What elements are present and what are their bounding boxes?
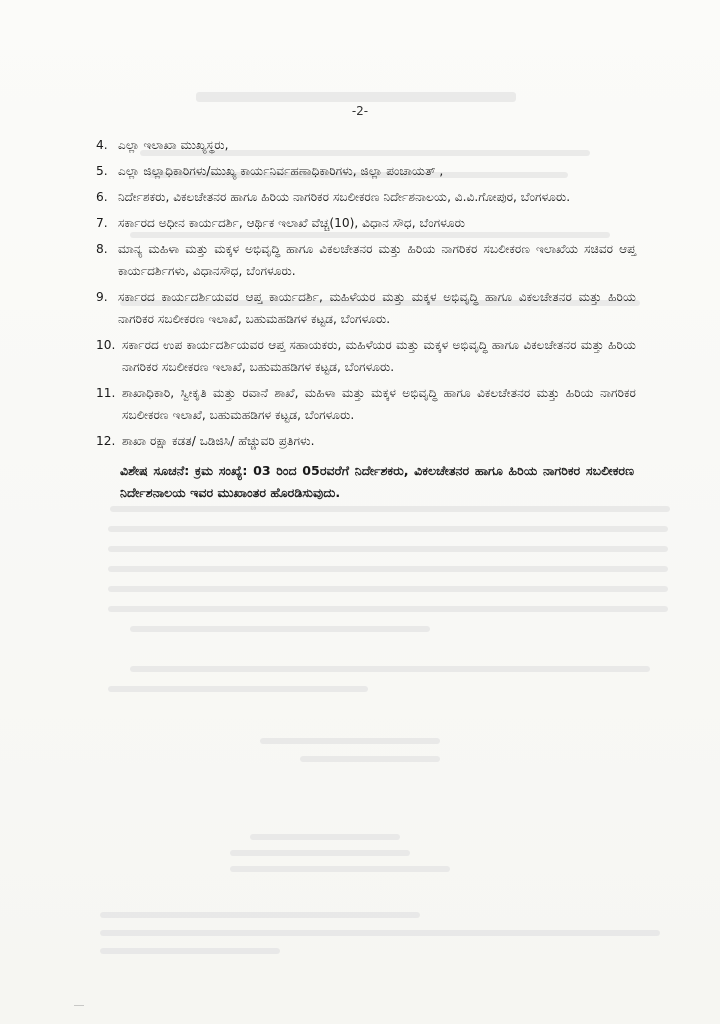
item-text: ಸರ್ಕಾರದ ಉಪ ಕಾರ್ಯದರ್ಶಿಯವರ ಆಪ್ತ ಸಹಾಯಕರು, ಮಹಿಳೆಯರ ಮತ್ತು ಮಕ್ಕಳ ಅಭಿವೃದ್ಧಿ ಹಾಗೂ ವಿಕಲಚೇತನರ ಮತ್ತು ಹಿರಿಯ ನಾಗರಿಕರ ಸಬಲೀಕರಣ ಇಲಾಖೆ, ಬಹುಮಹಡಿಗಳ ಕಟ್ಟಡ, ಬೆಂಗಳೂರು. xyxy=(122,338,636,374)
list-item xyxy=(96,134,636,156)
bleed-through-mark xyxy=(108,526,668,532)
bleed-through-mark xyxy=(108,586,668,592)
bleed-through-mark xyxy=(108,566,668,572)
item-text: ಶಾಖಾ ರಕ್ಷಾ ಕಡತ/ ಒಡಿಜಿಸಿ/ ಹೆಚ್ಚುವರಿ ಪ್ರತಿಗಳು. xyxy=(122,434,315,448)
bleed-through-mark xyxy=(260,738,440,744)
bleed-through-mark xyxy=(100,912,420,918)
bleed-through-mark xyxy=(108,546,668,552)
list-item xyxy=(96,160,636,182)
bleed-through-mark xyxy=(250,834,400,840)
item-number: 11. xyxy=(96,386,116,400)
list-item xyxy=(96,286,636,330)
item-text: ಎಲ್ಲಾ ಇಲಾಖಾ ಮುಖ್ಯಸ್ಥರು, xyxy=(118,138,229,152)
list-item xyxy=(96,430,636,452)
bleed-through-mark xyxy=(100,948,280,954)
item-number: 7. xyxy=(96,216,108,230)
bleed-through-mark xyxy=(110,506,670,512)
item-number: 5. xyxy=(96,164,108,178)
bleed-through-mark xyxy=(300,756,440,762)
list-item xyxy=(96,334,636,378)
copy-to-list xyxy=(96,134,636,456)
item-number: 8. xyxy=(96,242,108,256)
list-item xyxy=(96,186,636,208)
item-number: 10. xyxy=(96,338,116,352)
bleed-through-mark xyxy=(196,92,516,102)
bleed-through-mark xyxy=(100,930,660,936)
page-edge-mark xyxy=(74,1005,84,1012)
item-text: ಸರ್ಕಾರದ ಕಾರ್ಯದರ್ಶಿಯವರ ಆಪ್ತ ಕಾರ್ಯದರ್ಶಿ, ಮಹಿಳೆಯರ ಮತ್ತು ಮಕ್ಕಳ ಅಭಿವೃದ್ಧಿ ಹಾಗೂ ವಿಕಲಚೇತನರ ಮತ್ತು ಹಿರಿಯ ನಾಗರಿಕರ ಸಬಲೀಕರಣ ಇಲಾಖೆ, ಬಹುಮಹಡಿಗಳ ಕಟ್ಟಡ, ಬೆಂಗಳೂರು. xyxy=(118,290,636,326)
bleed-through-mark xyxy=(108,686,368,692)
item-number: 12. xyxy=(96,434,116,448)
bleed-through-mark xyxy=(130,666,650,672)
item-text: ಸರ್ಕಾರದ ಅಧೀನ ಕಾರ್ಯದರ್ಶಿ, ಆರ್ಥಿಕ ಇಲಾಖೆ ವೆಚ್ಚ(10), ವಿಧಾನ ಸೌಧ, ಬೆಂಗಳೂರು xyxy=(118,216,465,230)
item-text: ನಿರ್ದೇಶಕರು, ವಿಕಲಚೇತನರ ಹಾಗೂ ಹಿರಿಯ ನಾಗರಿಕರ ಸಬಲೀಕರಣ ನಿರ್ದೇಶನಾಲಯ, ವಿ.ವಿ.ಗೋಪುರ, ಬೆಂಗಳೂರು. xyxy=(118,190,571,204)
item-text: ಮಾನ್ಯ ಮಹಿಳಾ ಮತ್ತು ಮಕ್ಕಳ ಅಭಿವೃದ್ಧಿ ಹಾಗೂ ವಿಕಲಚೇತನರ ಮತ್ತು ಹಿರಿಯ ನಾಗರಿಕರ ಸಬಲೀಕರಣ ಇಲಾಖೆಯ ಸಚಿವರ ಆಪ್ತ ಕಾರ್ಯದರ್ಶಿಗಳು, ವಿಧಾನಸೌಧ, ಬೆಂಗಳೂರು. xyxy=(118,242,636,278)
bleed-through-mark xyxy=(108,606,668,612)
list-item xyxy=(96,212,636,234)
list-item xyxy=(96,382,636,426)
bleed-through-mark xyxy=(230,866,450,872)
item-text: ಎಲ್ಲಾ ಜಿಲ್ಲಾಧಿಕಾರಿಗಳು/ಮುಖ್ಯ ಕಾರ್ಯನಿರ್ವಹಣಾಧಿಕಾರಿಗಳು, ಜಿಲ್ಲಾ ಪಂಚಾಯತ್ , xyxy=(118,164,444,178)
item-number: 9. xyxy=(96,290,108,304)
list-item xyxy=(96,238,636,282)
item-number: 6. xyxy=(96,190,108,204)
bleed-through-mark xyxy=(130,626,430,632)
special-note: ವಿಶೇಷ ಸೂಚನೆ: ಕ್ರಮ ಸಂಖ್ಯೆ: 03 ರಿಂದ 05ರವರೆಗೆ ನಿರ್ದೇಶಕರು, ವಿಕಲಚೇತನರ ಹಾಗೂ ಹಿರಿಯ ನಾಗರಿಕರ ಸಬಲೀಕರಣ ನಿರ್ದೇಶನಾಲಯ ಇವರ ಮುಖಾಂತರ ಹೊರಡಿಸುವುದು. xyxy=(120,463,634,500)
bleed-through-mark xyxy=(230,850,410,856)
item-number: 4. xyxy=(96,138,108,152)
page-number: -2- xyxy=(351,104,369,118)
item-text: ಶಾಖಾಧಿಕಾರಿ, ಸ್ವೀಕೃತಿ ಮತ್ತು ರವಾನೆ ಶಾಖೆ, ಮಹಿಳಾ ಮತ್ತು ಮಕ್ಕಳ ಅಭಿವೃದ್ಧಿ ಹಾಗೂ ವಿಕಲಚೇತನರ ಮತ್ತು ಹಿರಿಯ ನಾಗರಿಕರ ಸಬಲೀಕರಣ ಇಲಾಖೆ, ಬಹುಮಹಡಿಗಳ ಕಟ್ಟಡ, ಬೆಂಗಳೂರು. xyxy=(122,386,636,422)
